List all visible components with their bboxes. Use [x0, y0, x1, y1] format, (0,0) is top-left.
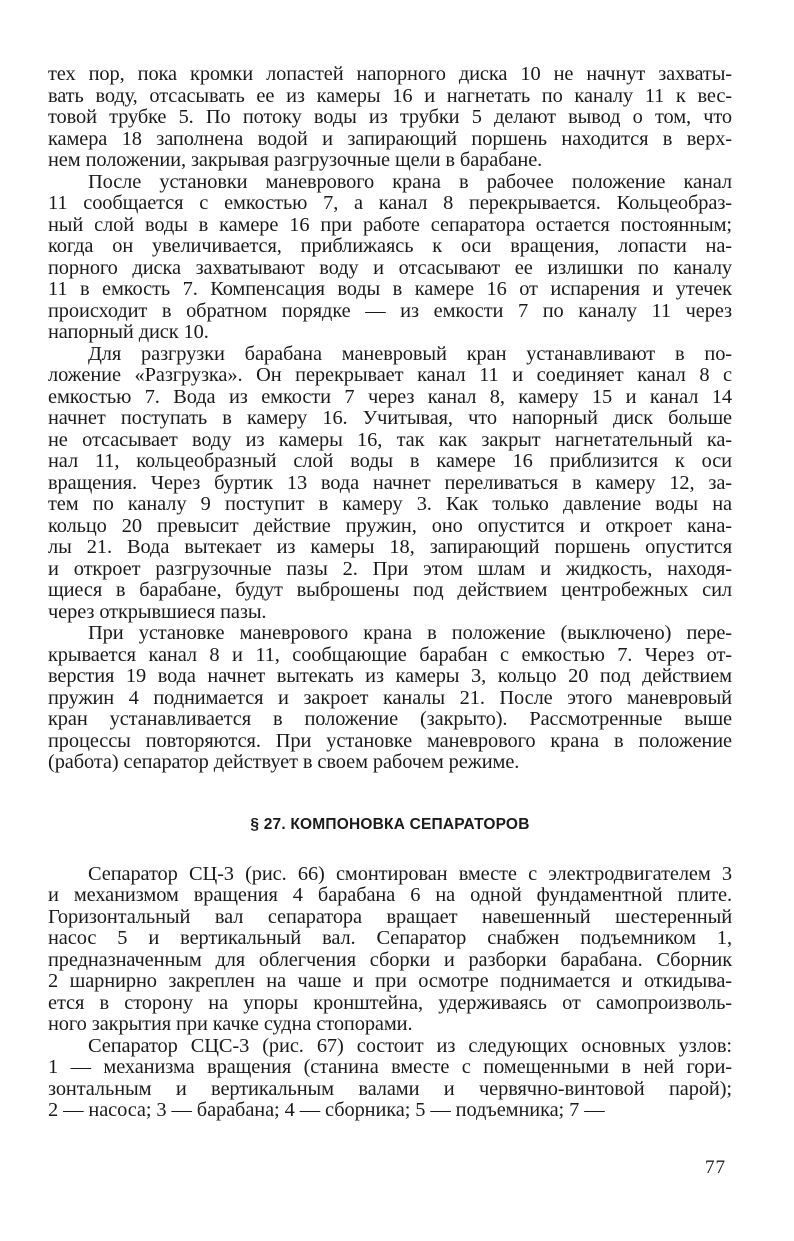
text-line: товой трубке 5. По потоку воды из трубки 5 делают вывод о том, что	[48, 106, 732, 128]
paragraph	[48, 64, 732, 172]
text-line: зонтальным и вертикальным валами и червячно-винтовой парой);	[48, 1077, 732, 1100]
text-line: Сепаратор СЦС-3 (рис. 67) состоит из следующих основных узлов:	[88, 1034, 732, 1057]
text-line: когда он увеличивается, приближаясь к оси вращения, лопасти на-	[48, 235, 732, 257]
text-line: (работа) сепаратор действует в своем рабочем режиме.	[48, 751, 520, 773]
text-line: Для разгрузки барабана маневровый кран устанавливают в по-	[88, 342, 732, 365]
text-line: 2 — насоса; 3 — барабана; 4 — сборника; 5 — подъемника; 7 —	[48, 1099, 605, 1121]
text-line: ется в сторону на упоры кронштейна, удерживаясь от самопроизволь-	[48, 991, 732, 1014]
text-line: щиеся в барабане, будут выброшены под действием центробежных сил	[48, 579, 732, 601]
text-line: и откроет разгрузочные пазы 2. При этом шлам и жидкость, находя-	[48, 557, 732, 580]
paragraph	[48, 172, 732, 344]
text-line: нем положении, закрывая разгрузочные щели в барабане.	[48, 149, 543, 171]
paragraph	[48, 864, 732, 1036]
text-line: насос 5 и вертикальный вал. Сепаратор снабжен подъемником 1,	[48, 927, 732, 949]
body-text-before-heading	[48, 64, 732, 774]
body-text-after-heading	[48, 864, 732, 1122]
text-line: кран устанавливается в положение (закрыто). Рассмотренные выше	[48, 708, 732, 730]
paragraph	[48, 344, 732, 624]
paragraph	[48, 1036, 732, 1122]
text-line: тех пор, пока кромки лопастей напорного диска 10 не начнут захваты-	[48, 63, 732, 85]
text-line: верстия 19 вода начнет вытекать из камеры 3, кольцо 20 под действием	[48, 665, 732, 687]
text-line: не отсасывает воду из камеры 16, так как закрыт нагнетательный ка-	[48, 428, 732, 451]
text-line: процессы повторяются. При установке маневрового крана в положение	[48, 729, 732, 752]
section-heading: § 27. КОМПОНОВКА СЕПАРАТОРОВ	[250, 815, 530, 833]
text-line: Горизонтальный вал сепаратора вращает навешенный шестеренный	[48, 905, 732, 928]
text-line: пружин 4 поднимается и закроет каналы 21. После этого маневровый	[48, 686, 732, 709]
text-line: порного диска захватывают воду и отсасывают ее излишки по каналу	[48, 256, 732, 279]
text-line: ного закрытия при качке судна стопорами.	[48, 1013, 413, 1035]
text-line: и механизмом вращения 4 барабана 6 на одной фундаментной плите.	[48, 884, 732, 906]
text-line: кольцо 20 превысит действие пружин, оно опустится и откроет кана-	[48, 514, 732, 537]
text-line: Сепаратор СЦ-3 (рис. 66) смонтирован вместе с электродвигателем 3	[88, 862, 732, 885]
text-line: тем по каналу 9 поступит в камеру 3. Как только давление воды на	[48, 493, 732, 515]
text-line: происходит в обратном порядке — из емкости 7 по каналу 11 через	[48, 299, 732, 322]
text-line: лы 21. Вода вытекает из камеры 18, запирающий поршень опустится	[48, 536, 732, 558]
text-line: предназначенным для облегчения сборки и разборки барабана. Сборник	[48, 948, 732, 971]
text-line: ный слой воды в камере 16 при работе сепаратора остается постоянным;	[48, 213, 732, 236]
text-line: ложение «Разгрузка». Он перекрывает канал 11 и соединяет канал 8 с	[48, 364, 732, 386]
paragraph	[48, 623, 732, 774]
text-line: При установке маневрового крана в положение (выключено) пере-	[88, 622, 732, 644]
text-line: 2 шарнирно закреплен на чаше и при осмотре поднимается и откидыва-	[48, 970, 732, 992]
text-line: емкостью 7. Вода из емкости 7 через канал 8, камеру 15 и канал 14	[48, 385, 732, 408]
text-line: 1 — механизма вращения (станина вместе с помещенными в ней гори-	[48, 1056, 732, 1078]
text-line: нал 11, кольцеобразный слой воды в камере 16 приблизится к оси	[48, 450, 732, 472]
text-line: крывается канал 8 и 11, сообщающие барабан с емкостью 7. Через от-	[48, 643, 732, 666]
text-line: вать воду, отсасывать ее из камеры 16 и нагнетать по каналу 11 к вес-	[48, 84, 732, 107]
text-line: 11 в емкость 7. Компенсация воды в камере 16 от испарения и утечек	[48, 278, 732, 300]
text-line: После установки маневрового крана в рабочее положение канал	[88, 170, 732, 193]
page-number: 77	[705, 1157, 726, 1178]
text-line: через открывшиеся пазы.	[48, 600, 267, 623]
text-line: напорный диск 10.	[48, 321, 209, 343]
text-line: 11 сообщается с емкостью 7, а канал 8 перекрывается. Кольцеобраз-	[48, 192, 732, 214]
text-line: вращения. Через буртик 13 вода начнет переливаться в камеру 12, за-	[48, 471, 732, 494]
text-line: начнет поступать в камеру 16. Учитывая, что напорный диск больше	[48, 407, 732, 429]
text-line: камера 18 заполнена водой и запирающий поршень находится в верх-	[48, 127, 732, 150]
